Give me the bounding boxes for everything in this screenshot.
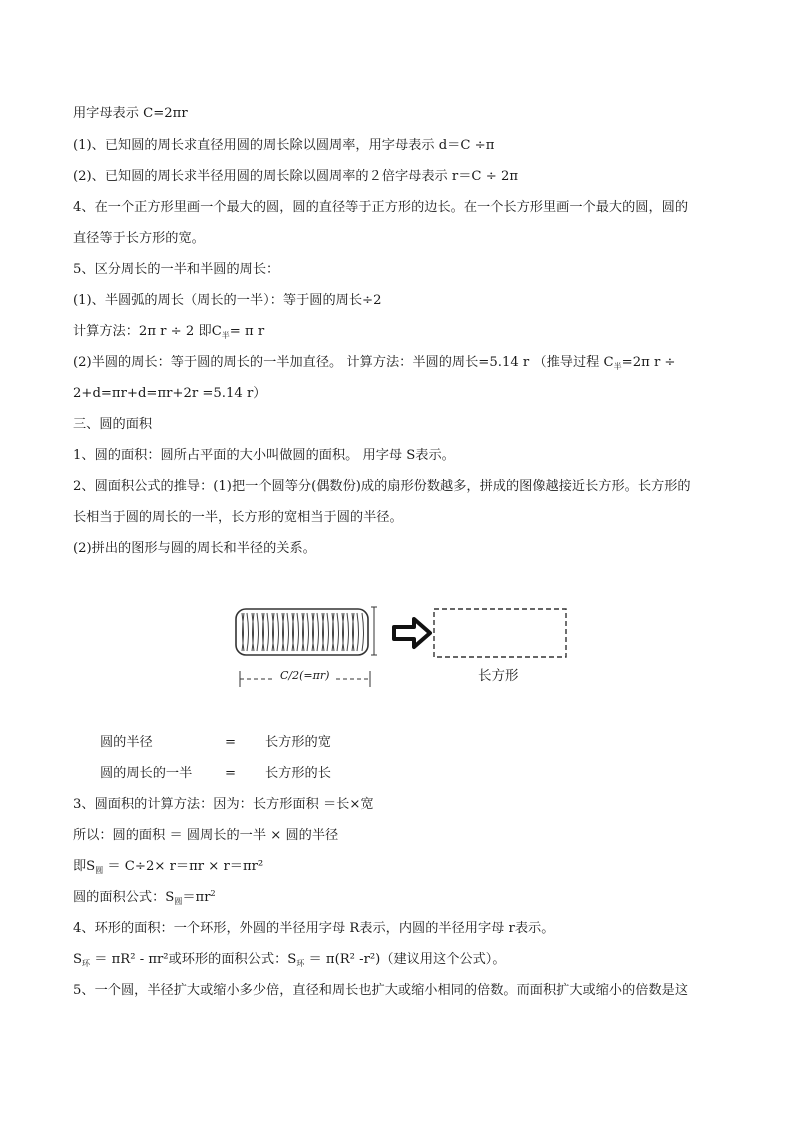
text-line: 1、圆的面积：圆所占平面的大小叫做圆的面积。 用字母 S表示。 <box>73 448 455 463</box>
relation-left: 圆的半径 <box>100 735 153 750</box>
subscript: 圆 <box>174 897 183 906</box>
text-line: 5、一个圆，半径扩大或缩小多少倍，直径和周长也扩大或缩小相同的倍数。而面积扩大或缩小的倍数是这 <box>73 983 689 998</box>
rectangle-label: 长方形 <box>478 668 519 684</box>
text-run: 计算方法：2π r ÷ 2 即C <box>73 324 222 339</box>
text-line: (2)、已知圆的周长求半径用圆的周长除以圆周率的２倍字母表示 r＝C ÷ 2π <box>73 169 519 184</box>
text-line: 用字母表示 C=2πr <box>73 106 188 121</box>
text-line: 2、圆面积公式的推导：(1)把一个圆等分(偶数份)成的扇形份数越多，拼成的图像越接近长方形。长方形的 <box>73 479 691 494</box>
subscript: 环 <box>82 959 91 968</box>
section-heading: 三、圆的面积 <box>73 417 153 432</box>
text-line: (1)、半圆弧的周长（周长的一半）：等于圆的周长÷2 <box>73 293 382 308</box>
text-line: (2)拼出的图形与圆的周长和半径的关系。 <box>73 541 316 556</box>
subscript: 半 <box>613 362 622 371</box>
text-line <box>73 354 676 373</box>
relation-row <box>100 734 153 752</box>
text-run: 即S <box>73 859 96 874</box>
text-line: 长相当于圆的周长的一半，长方形的宽相当于圆的半径。 <box>73 510 403 525</box>
text-run: 圆的面积公式：S <box>73 890 175 905</box>
subscript: 圆 <box>95 866 104 875</box>
relation-eq: = <box>225 766 237 781</box>
text-line: 直径等于长方形的宽。 <box>73 231 205 246</box>
relation-left: 圆的周长的一半 <box>100 766 193 781</box>
text-run: ＝ πR² - πr²或环形的面积公式：S <box>90 952 297 967</box>
subscript: 环 <box>296 959 305 968</box>
text-line: 4、在一个正方形里画一个最大的圆，圆的直径等于正方形的边长。在一个长方形里画一个最大的圆，圆的 <box>73 200 689 215</box>
text-run: S <box>73 952 83 967</box>
text-line: (1)、已知圆的周长求直径用圆的周长除以圆周率，用字母表示 d＝C ÷π <box>73 138 495 153</box>
text-run: =2π r ÷ <box>621 355 676 370</box>
text-run: (2)半圆的周长：等于圆的周长的一半加直径。 计算方法：半圆的周长=5.14 r （推导过程 C <box>73 355 614 370</box>
text-run: ＝ π(R² -r²)（建议用这个公式）。 <box>304 952 506 967</box>
relation-right: 长方形的宽 <box>265 735 331 750</box>
relation-eq: = <box>225 735 237 750</box>
text-line <box>73 951 506 970</box>
text-line <box>73 323 264 342</box>
superscript: 2 <box>210 889 216 898</box>
text-run: ＝ C÷2× r＝πr × r＝πr² <box>103 859 264 874</box>
text-line: 3、圆面积的计算方法：因为：长方形面积 ＝长×宽 <box>73 797 374 812</box>
text-line: 4、环形的面积：一个环形，外圆的半径用字母 R表示，内圆的半径用字母 r表示。 <box>73 921 555 936</box>
text-line: 5、区分周长的一半和半圆的周长： <box>73 262 280 277</box>
text-line: 所以：圆的面积 ＝ 圆周长的一半 × 圆的半径 <box>73 828 339 843</box>
subscript: 半 <box>221 331 230 340</box>
relation-row <box>100 765 192 783</box>
area-derivation-figure <box>232 603 572 693</box>
width-label: C/2(=πr) <box>280 669 330 682</box>
text-line: 2+d=πr+d=πr+2r =5.14 r） <box>73 386 267 401</box>
text-run: = π r <box>229 324 265 339</box>
text-run: ＝πr <box>182 890 211 905</box>
relation-right: 长方形的长 <box>265 766 331 781</box>
text-line <box>73 889 216 908</box>
text-line <box>73 858 263 877</box>
